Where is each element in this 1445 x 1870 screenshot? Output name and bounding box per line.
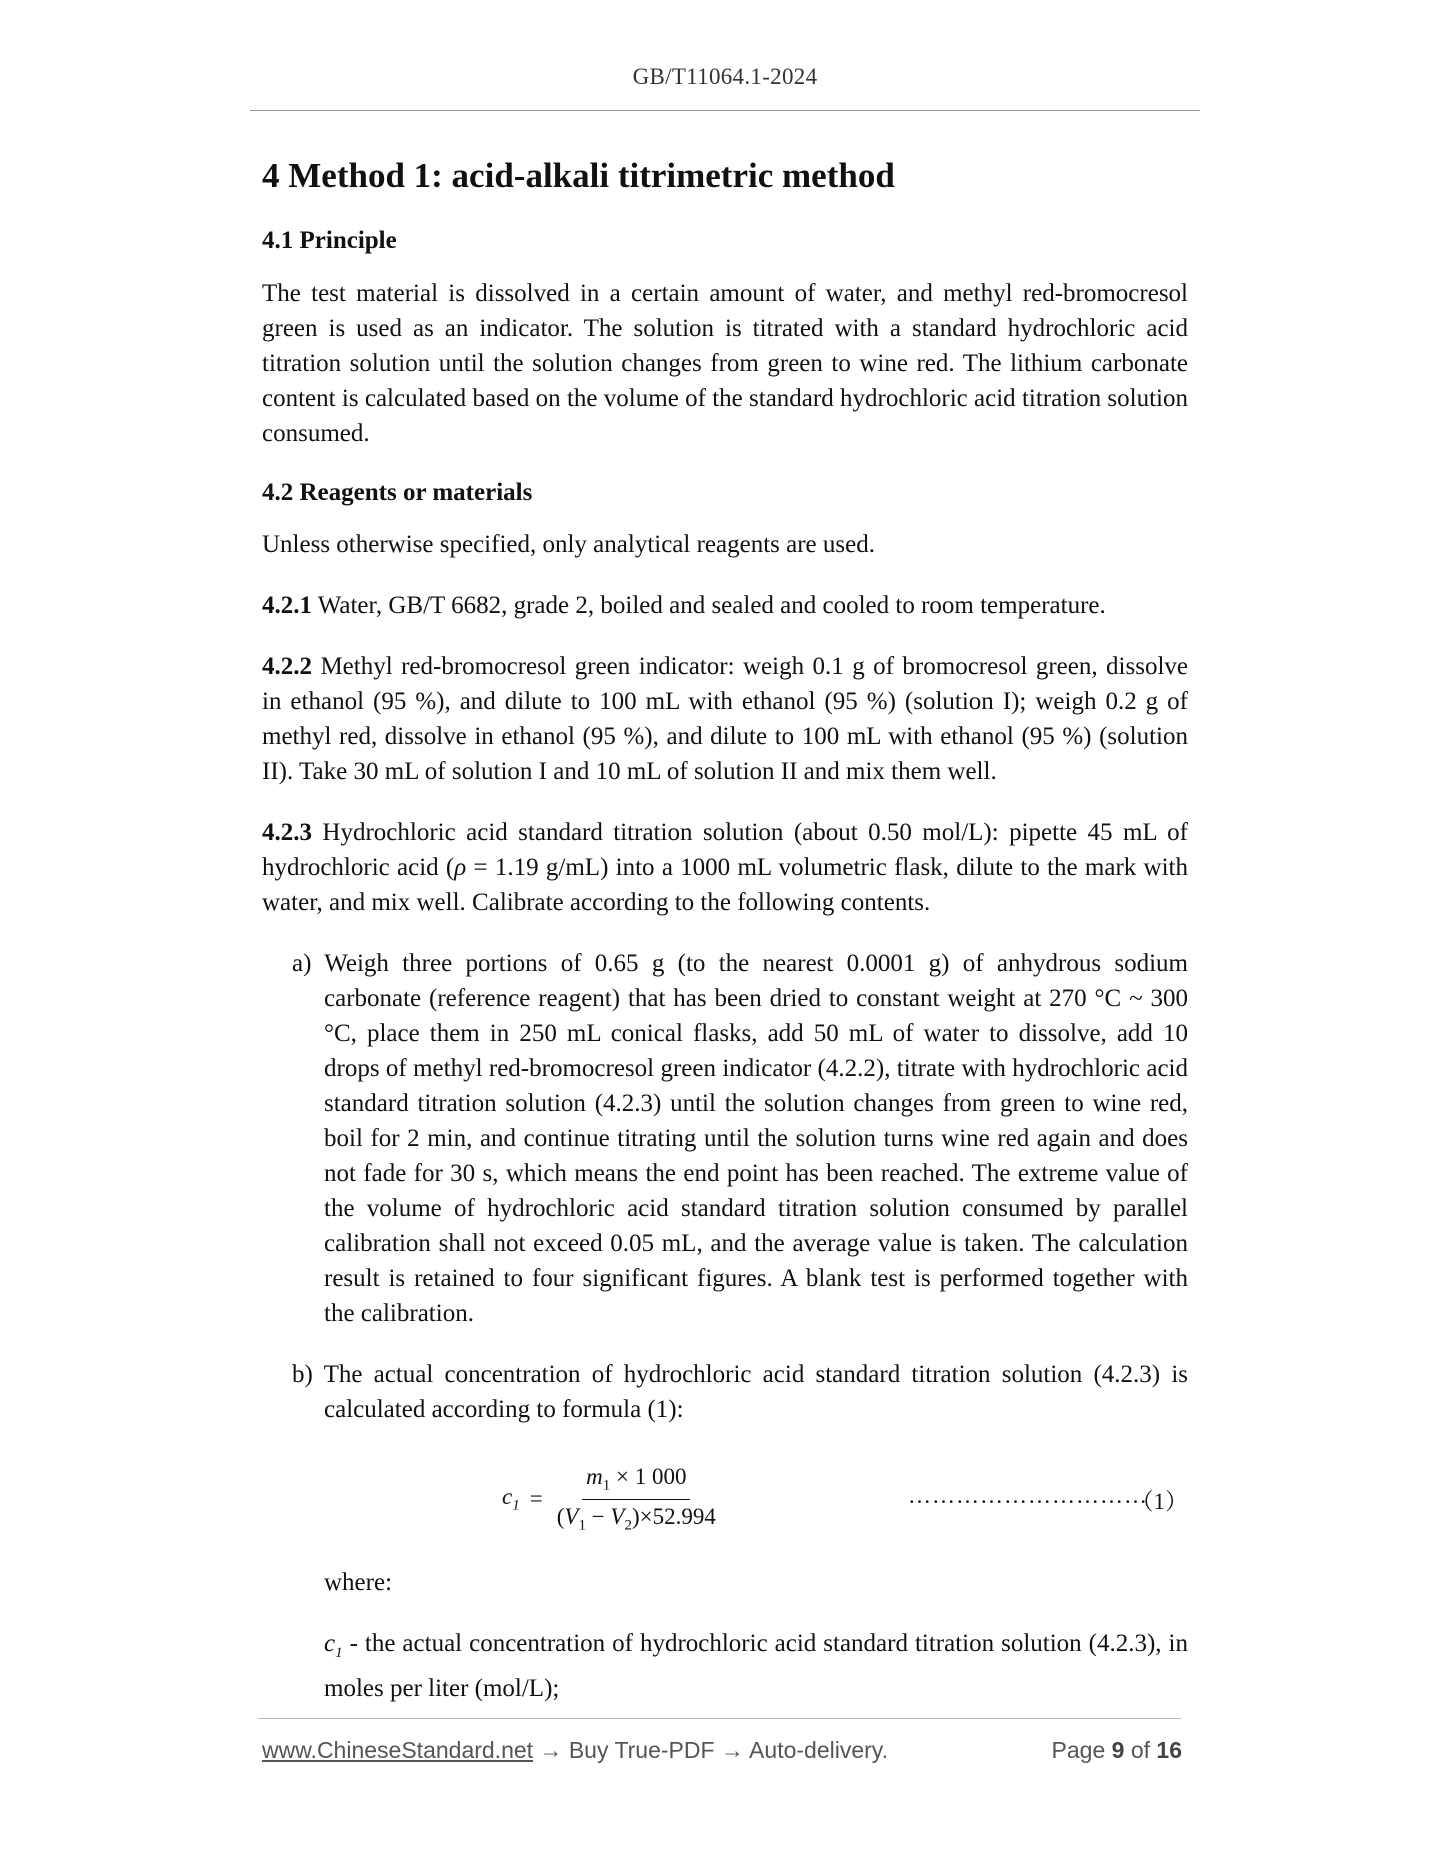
clause-text: Hydrochloric acid standard titration solution (about 0.50 mol/L): pipette 45 mL of hydrochloric acid ( xyxy=(262,819,1188,881)
reagents-intro: Unless otherwise specified, only analytical reagents are used. xyxy=(262,531,875,558)
list-text: Weigh three portions of 0.65 g (to the nearest 0.0001 g) of anhydrous sodium carbonate (reference reagent) that has been dried to constant weight at 270 °C ~ 300 °C, place them in 250 mL conical flasks, add 50 mL of water to dissolve, add 10 drops of methyl red-bromocresol green indicator (4.2.2), titrate with hydrochloric acid standard titration solution (4.2.3) until the solution changes from green to wine red, boil for 2 min, and continue titrating until the solution turns wine red again and does not fade for 30 s, which means the end point has been reached. The extreme value of the volume of hydrochloric acid standard titration solution consumed by parallel calibration shall not exceed 0.05 mL, and the average value is taken. The calculation result is retained to four significant figures. A blank test is performed together with the calibration. xyxy=(324,950,1188,1327)
clause-4-2-3 xyxy=(262,815,1188,920)
clause-number: 4.2.3 xyxy=(262,819,312,846)
list-text: The actual concentration of hydrochloric acid standard titration solution (4.2.3) is calculated according to formula (1): xyxy=(323,1361,1188,1423)
formula-denominator: $(V_1 - V_2)\times 52.994$ xyxy=(556,1503,716,1534)
header-rule xyxy=(250,110,1200,111)
clause-4-2-1 xyxy=(262,588,1188,623)
clause-4-2-2 xyxy=(262,649,1188,789)
footer-rule xyxy=(258,1718,1181,1719)
density-symbol: ρ xyxy=(454,854,467,881)
formula-number: （1） xyxy=(1130,1489,1188,1514)
clause-number: 4.2.2 xyxy=(262,653,312,680)
formula-lhs: $c_1$ xyxy=(502,1483,520,1514)
definition-text: - the actual concentration of hydrochloric acid standard titration solution (4.2.3), in moles per liter (mol/L); xyxy=(324,1630,1188,1702)
formula-expression xyxy=(502,1453,720,1545)
running-header: GB/T11064.1-2024 xyxy=(632,64,818,89)
definition-c1 xyxy=(262,1626,1188,1706)
clause-text: Water, GB/T 6682, grade 2, boiled and sealed and cooled to room temperature. xyxy=(312,592,1106,619)
formula-fraction xyxy=(553,1464,720,1534)
formula-numerator: $m_1 \times 1$ 000 xyxy=(582,1464,690,1500)
formula-leader-dots: ………………………… xyxy=(908,1483,1148,1508)
current-page: 9 xyxy=(1111,1737,1125,1763)
clause-text-cont: = 1.19 g/mL) into a 1000 mL volumetric flask, dilute to the mark with water, and mix well. Calibrate according to the following contents. xyxy=(262,854,1189,916)
definition-symbol: $c_1$ xyxy=(324,1630,343,1661)
formula-equals: = xyxy=(529,1486,543,1511)
site-link[interactable]: www.ChineseStandard.net xyxy=(262,1737,534,1763)
section-title: 4 Method 1: acid-alkali titrimetric method xyxy=(262,156,895,195)
list-marker: b) xyxy=(292,1361,313,1388)
clause-text: Methyl red-bromocresol green indicator: weigh 0.1 g of bromocresol green, dissolve in ethanol (95 %), and dilute to 100 mL with ethanol (95 %) (solution I); weigh 0.2 g of methyl red, dissolve in ethanol (95 %), and dilute to 100 mL with ethanol (95 %) (solution II). Take 30 mL of solution I and 10 mL of solution II and mix them well. xyxy=(262,653,1188,785)
page-body xyxy=(262,155,1188,1706)
footer-tagline: → Buy True-PDF → Auto-delivery. xyxy=(533,1737,888,1763)
page-footer xyxy=(262,1737,1182,1764)
formula-1 xyxy=(262,1453,1188,1545)
list-item-b xyxy=(262,1357,1188,1427)
page-number: Page 9 of 16 xyxy=(1051,1737,1182,1763)
list-marker: a) xyxy=(292,950,312,977)
principle-paragraph: The test material is dissolved in a certain amount of water, and methyl red-bromocresol green is used as an indicator. The solution is titrated with a standard hydrochloric acid titration solution until the solution changes from green to wine red. The lithium carbonate content is calculated based on the volume of the standard hydrochloric acid titration solution consumed. xyxy=(262,279,1188,447)
where-label: where: xyxy=(324,1569,393,1596)
subsection-reagents-heading: 4.2 Reagents or materials xyxy=(262,478,533,506)
total-pages: 16 xyxy=(1156,1737,1182,1763)
subsection-principle-heading: 4.1 Principle xyxy=(262,227,397,254)
clause-number: 4.2.1 xyxy=(262,592,312,619)
list-item-a xyxy=(262,946,1188,1331)
